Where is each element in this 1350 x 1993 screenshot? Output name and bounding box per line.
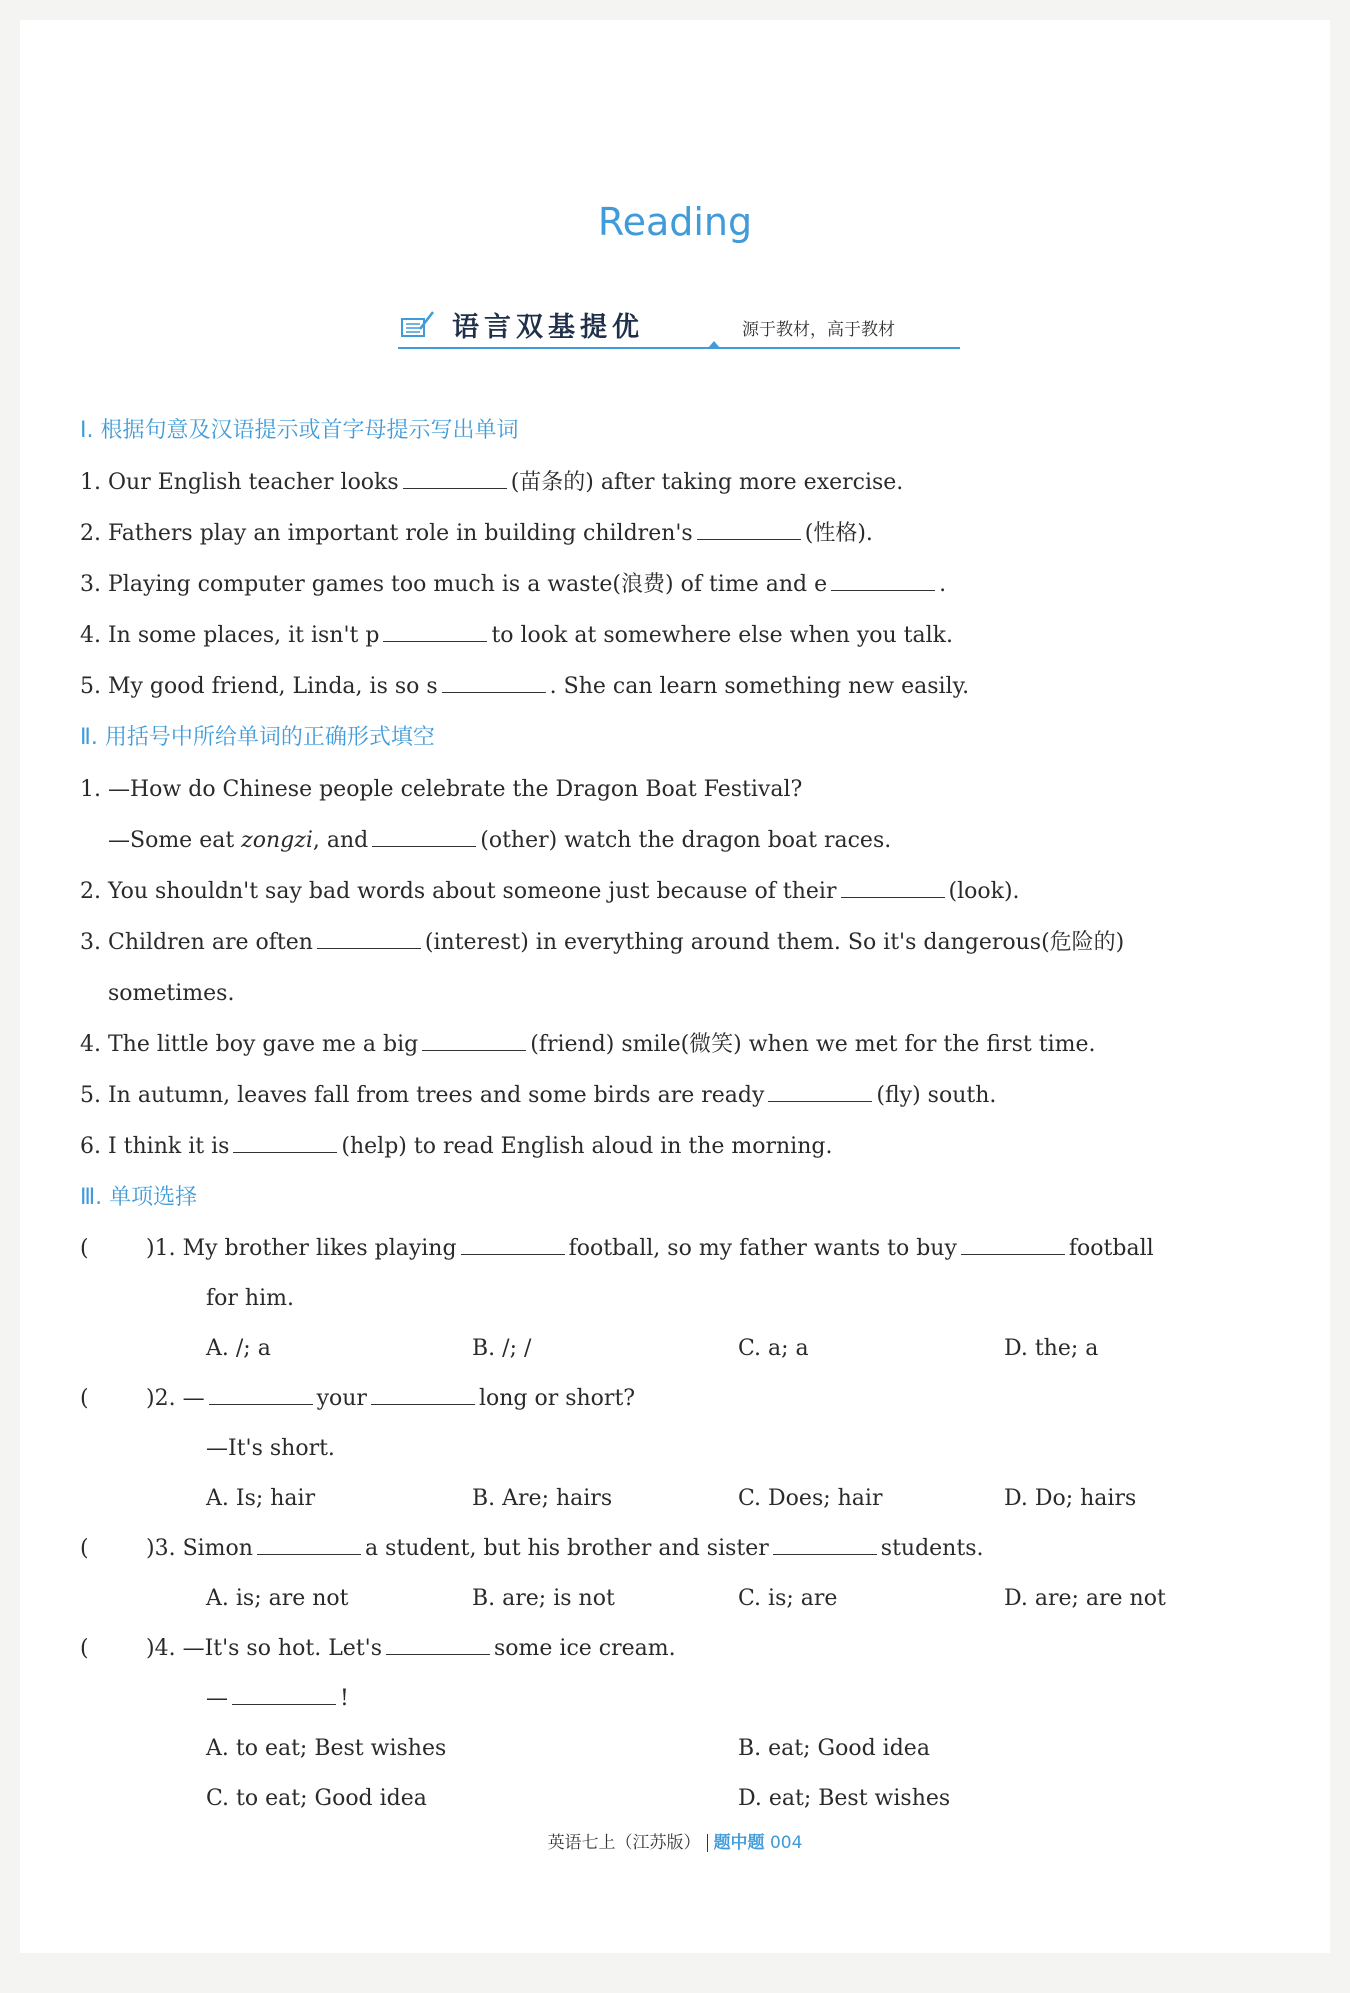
answer-blank[interactable] [461, 1232, 565, 1255]
answer-paren[interactable]: ( [80, 1636, 89, 1661]
s2-question-5: 5. In autumn, leaves fall from trees and some birds are ready (fly) south. [80, 1070, 1280, 1121]
answer-paren[interactable]: ( [80, 1386, 89, 1411]
book-pen-icon [400, 309, 436, 339]
s1-question-5: 5. My good friend, Linda, is so s . She can learn something new easily. [80, 661, 1280, 712]
answer-blank[interactable] [383, 619, 487, 642]
mcq-4-options-row-2 [80, 1774, 1280, 1824]
s2-question-3-cont: sometimes. [108, 981, 235, 1006]
footer-book: 英语七上（江苏版） [547, 1833, 701, 1853]
option-d[interactable]: D. Do; hairs [1004, 1486, 1137, 1511]
mcq-1: ( )1. My brother likes playing football, so my father wants to buy football [80, 1224, 1280, 1274]
page-footer [20, 1828, 1330, 1853]
s2-question-1a: 1. —How do Chinese people celebrate the Dragon Boat Festival? [80, 777, 803, 802]
banner-underline [398, 347, 960, 349]
answer-blank[interactable] [386, 1632, 490, 1655]
banner-title: 语言双基提优 [452, 312, 644, 343]
option-a[interactable]: A. is; are not [206, 1586, 349, 1611]
option-a[interactable]: A. /; a [206, 1336, 271, 1361]
option-a[interactable]: A. to eat; Best wishes [206, 1736, 447, 1761]
mcq-2-cont: —It's short. [206, 1436, 335, 1461]
option-b[interactable]: B. are; is not [472, 1586, 615, 1611]
s1-question-1: 1. Our English teacher looks (苗条的) after taking more exercise. [80, 457, 1280, 508]
option-a[interactable]: A. Is; hair [206, 1486, 316, 1511]
s2-question-4: 4. The little boy gave me a big (friend) smile(微笑) when we met for the first time. [80, 1019, 1280, 1070]
s1-question-2: 2. Fathers play an important role in building children's (性格). [80, 508, 1280, 559]
option-c[interactable]: C. to eat; Good idea [206, 1786, 427, 1811]
mcq-3: ( )3. Simon a student, but his brother and sister students. [80, 1524, 1280, 1574]
answer-paren[interactable]: ( [80, 1236, 89, 1261]
option-c[interactable]: C. is; are [738, 1586, 838, 1611]
answer-blank[interactable] [372, 824, 476, 847]
option-b[interactable]: B. eat; Good idea [738, 1736, 930, 1761]
footer-brand: 题中题 [713, 1833, 765, 1853]
s2-question-2: 2. You shouldn't say bad words about someone just because of their (look). [80, 866, 1280, 917]
answer-blank[interactable] [442, 670, 546, 693]
s2-question-3: 3. Children are often (interest) in everything around them. So it's dangerous(危险的) [80, 917, 1280, 968]
section-heading-1: Ⅰ. 根据句意及汉语提示或首字母提示写出单词 [80, 418, 519, 443]
answer-blank[interactable] [257, 1532, 361, 1555]
option-b[interactable]: B. /; / [472, 1336, 532, 1361]
banner-triangle [708, 341, 720, 348]
worksheet-page [20, 20, 1330, 1953]
mcq-1-options [80, 1324, 1280, 1374]
footer-divider [707, 1834, 708, 1852]
mcq-1-cont: for him. [206, 1286, 294, 1311]
answer-blank[interactable] [841, 875, 945, 898]
answer-blank[interactable] [773, 1532, 877, 1555]
option-d[interactable]: D. the; a [1004, 1336, 1099, 1361]
option-b[interactable]: B. Are; hairs [472, 1486, 613, 1511]
page-title: Reading [597, 200, 753, 244]
mcq-2-options [80, 1474, 1280, 1524]
mcq-4-cont: — ! [80, 1674, 1280, 1724]
answer-blank[interactable] [232, 1682, 336, 1705]
answer-paren[interactable]: ( [80, 1536, 89, 1561]
answer-blank[interactable] [768, 1079, 872, 1102]
answer-blank[interactable] [422, 1028, 526, 1051]
answer-blank[interactable] [371, 1382, 475, 1405]
section-heading-2: Ⅱ. 用括号中所给单词的正确形式填空 [80, 725, 435, 750]
option-c[interactable]: C. a; a [738, 1336, 809, 1361]
answer-blank[interactable] [961, 1232, 1065, 1255]
answer-blank[interactable] [317, 926, 421, 949]
answer-blank[interactable] [697, 517, 801, 540]
mcq-4-options-row-1 [80, 1724, 1280, 1774]
section-heading-3: Ⅲ. 单项选择 [80, 1185, 198, 1210]
answer-blank[interactable] [209, 1382, 313, 1405]
mcq-2: ( )2. — your long or short? [80, 1374, 1280, 1424]
answer-blank[interactable] [831, 568, 935, 591]
answer-blank[interactable] [403, 466, 507, 489]
option-d[interactable]: D. are; are not [1004, 1586, 1166, 1611]
option-c[interactable]: C. Does; hair [738, 1486, 883, 1511]
option-d[interactable]: D. eat; Best wishes [738, 1786, 951, 1811]
s2-question-1b: —Some eat zongzi, and (other) watch the dragon boat races. [80, 815, 1280, 866]
s2-question-6: 6. I think it is (help) to read English aloud in the morning. [80, 1121, 1280, 1172]
answer-blank[interactable] [233, 1130, 337, 1153]
mcq-4: ( )4. —It's so hot. Let's some ice cream. [80, 1624, 1280, 1674]
exercise-content [80, 405, 1280, 1824]
mcq-3-options [80, 1574, 1280, 1624]
page-number: 004 [769, 1833, 803, 1853]
s1-question-4: 4. In some places, it isn't p to look at somewhere else when you talk. [80, 610, 1280, 661]
banner-subtitle: 源于教材，高于教材 [742, 320, 895, 340]
s1-question-3: 3. Playing computer games too much is a waste(浪费) of time and e . [80, 559, 1280, 610]
section-banner [380, 303, 960, 353]
